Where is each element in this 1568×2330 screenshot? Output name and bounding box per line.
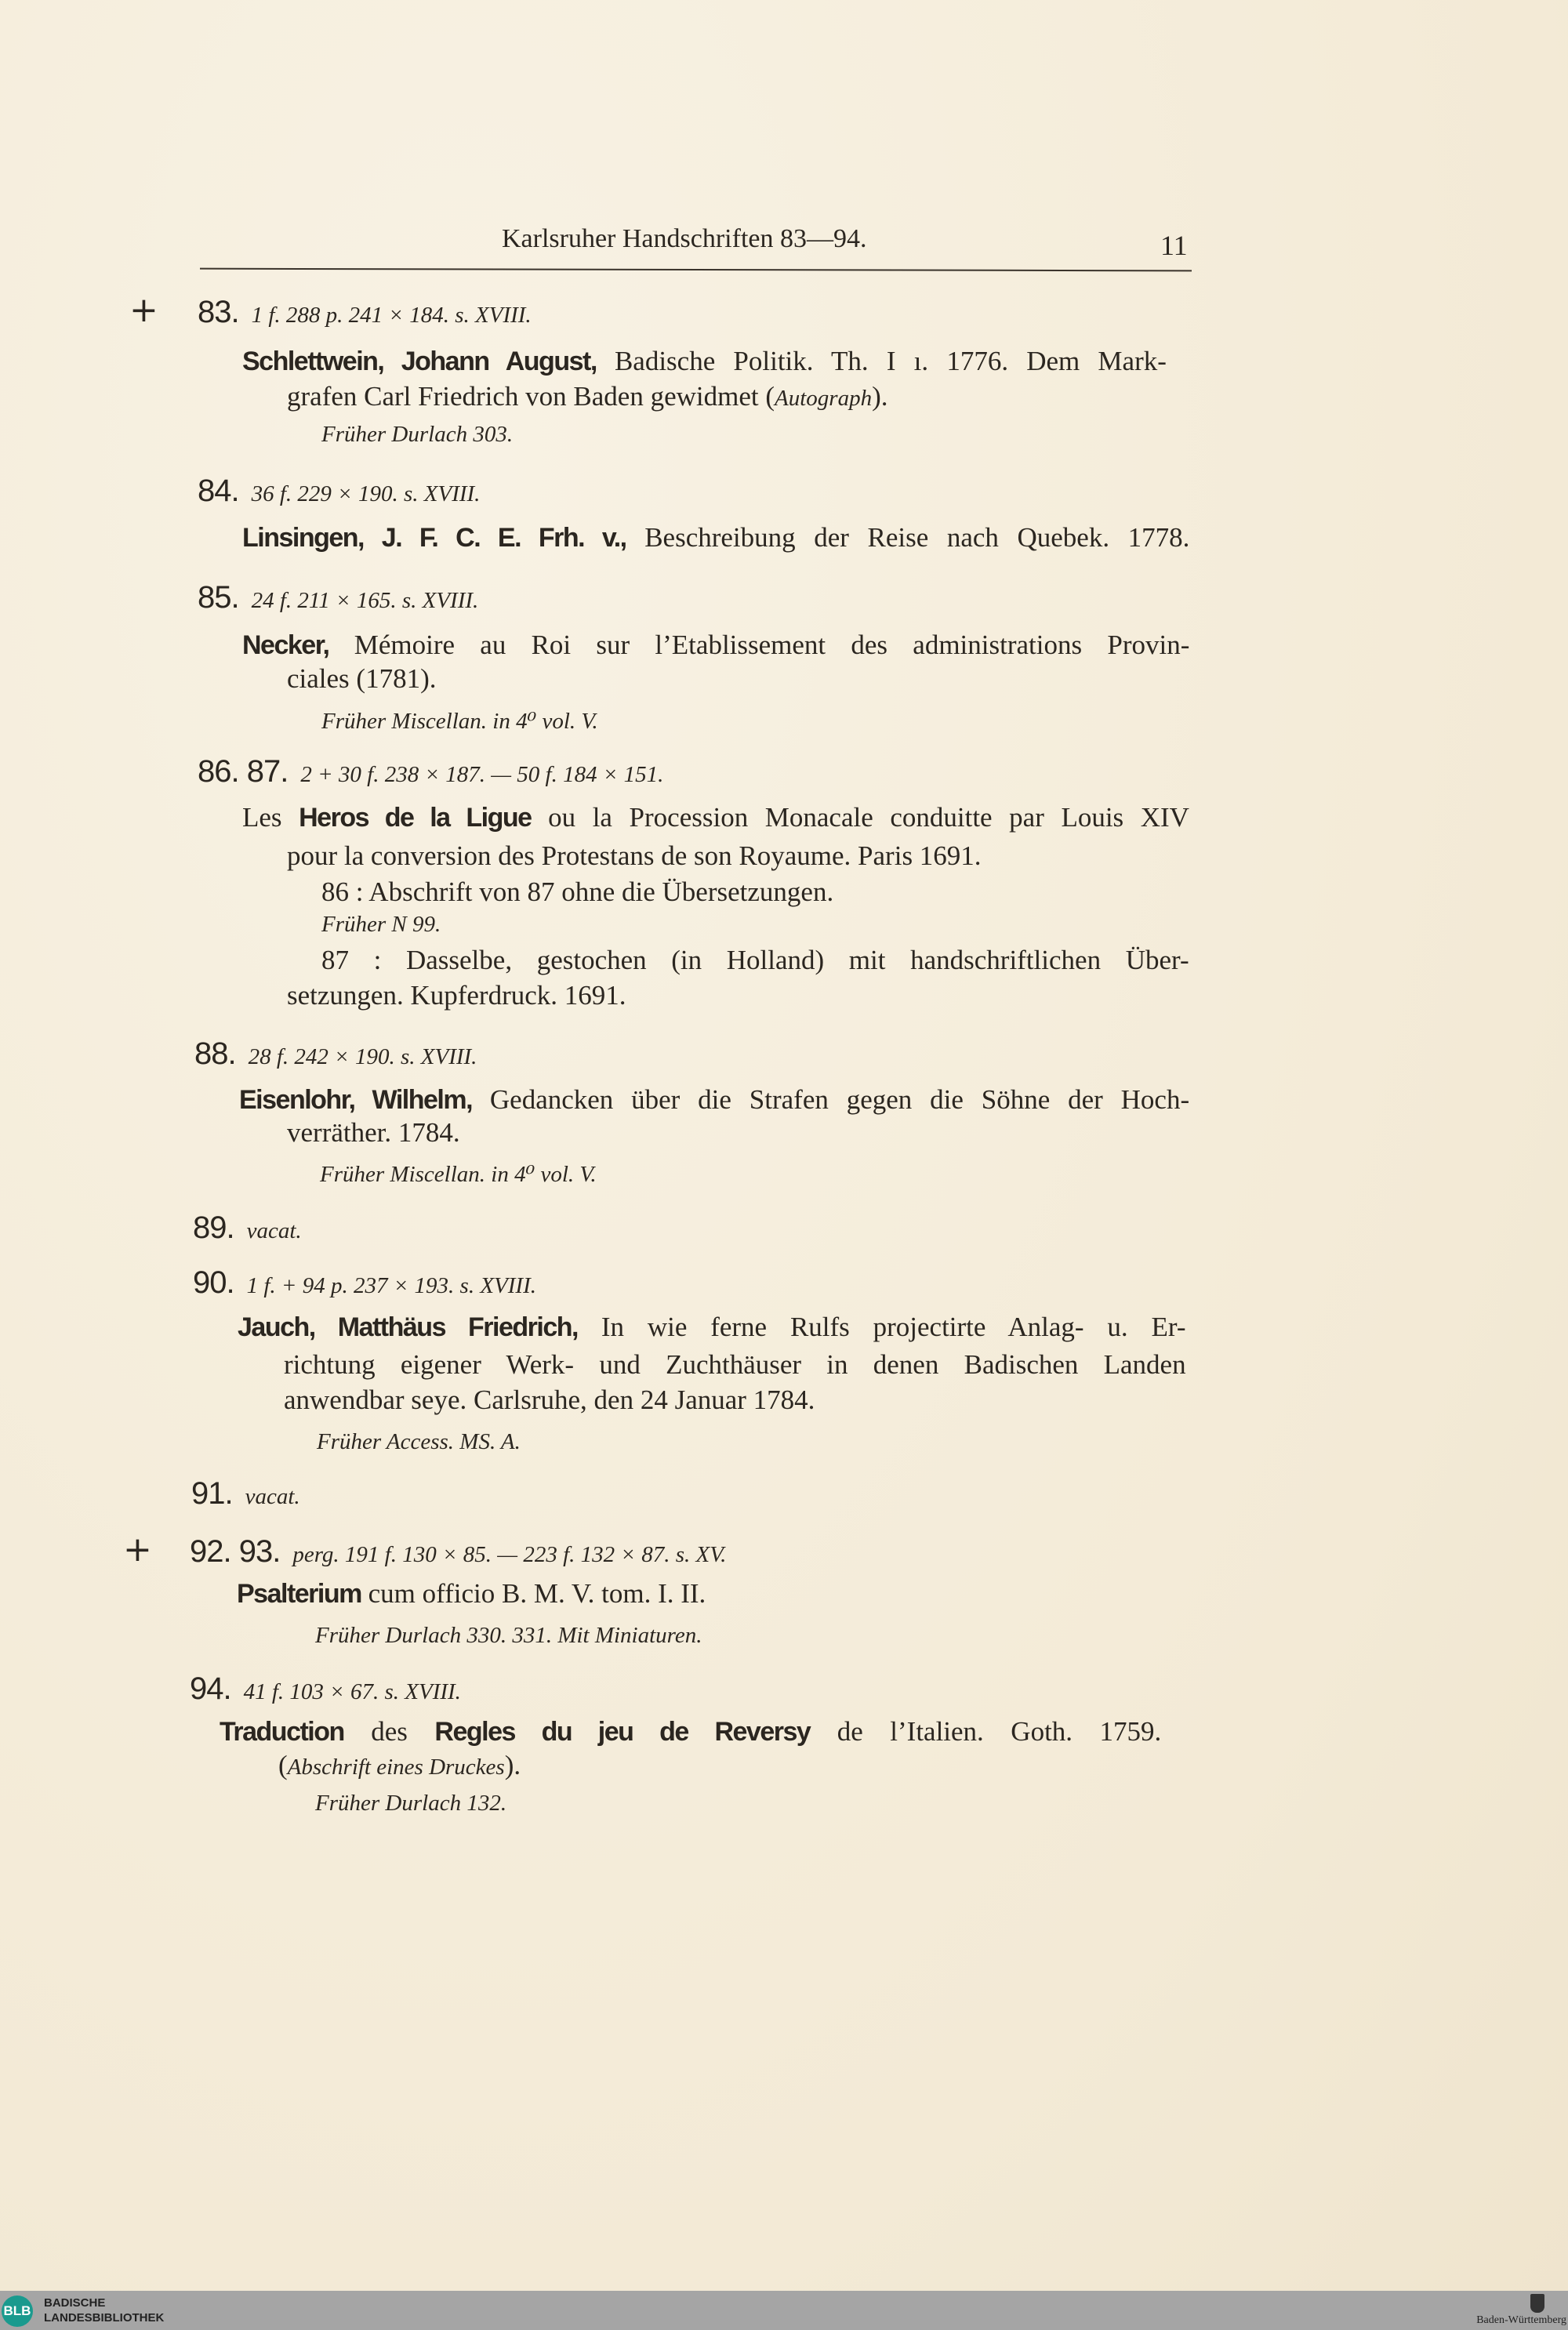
entry-title: Eisenlohr, Wilhelm, (239, 1085, 473, 1115)
library-name-line-1: BADISCHE (44, 2296, 106, 2310)
text-line (191, 1475, 300, 1512)
text-line (193, 1209, 302, 1247)
entry-text: ). (872, 381, 888, 412)
entry-note: vacat. (246, 1218, 302, 1243)
entry-note: Früher Durlach 303. (321, 422, 514, 447)
entry-text: Mémoire au Roi sur l’Etablissement des administrations Provin- (328, 630, 1190, 660)
library-name-line-2: LANDESBIBLIOTHEK (44, 2311, 165, 2325)
entry-text: pour la conversion des Protestans de son Royaume. Paris 1691. (287, 840, 982, 871)
entry-number: 84. (198, 474, 239, 508)
text-line (190, 1670, 461, 1708)
entry-text: Gedancken über die Strafen gegen die Söhne der Hoch- (472, 1084, 1190, 1115)
entry-note: Früher N 99. (321, 912, 441, 937)
entry-text: grafen Carl Friedrich von Baden gewidmet ( (287, 381, 775, 412)
text-line (190, 1533, 726, 1570)
plus-mark: + (123, 1530, 152, 1570)
entry-text: richtung eigener Werk- und Zuchthäuser in denen Badischen Landen (284, 1349, 1186, 1380)
coat-of-arms-icon (1530, 2294, 1544, 2313)
entry-note: 1 f. + 94 p. 237 × 193. s. XVIII. (246, 1273, 536, 1298)
entry-note: 41 f. 103 × 67. s. XVIII. (243, 1679, 461, 1704)
entry-text: ). (504, 1750, 521, 1780)
entry-number: 94. (190, 1671, 231, 1706)
entry-title: Schlettwein, Johann August, (242, 347, 597, 376)
text-line (193, 1264, 536, 1301)
text-line (242, 519, 1189, 557)
entry-text: 86 : Abschrift von 87 ohne die Übersetzungen. (321, 876, 834, 907)
entry-note: Autograph (775, 386, 873, 411)
entry-title: Traduction (220, 1717, 344, 1747)
text-line (320, 1154, 597, 1192)
entry-title: Necker, (242, 630, 329, 660)
entry-text: ( (278, 1750, 288, 1780)
entry-number: 83. (198, 295, 239, 329)
header-rule (200, 268, 1192, 272)
entry-note: 1 f. 288 p. 241 × 184. s. XVIII. (251, 303, 532, 328)
entry-note: 2 + 30 f. 238 × 187. — 50 f. 184 × 151. (300, 762, 664, 787)
entry-text: 87 : Dasselbe, gestochen (in Holland) mit handschriftlichen Über- (321, 945, 1189, 975)
text-line (287, 837, 982, 875)
text-line (321, 904, 441, 942)
entry-number: 85. (198, 580, 239, 615)
entry-note: Früher Miscellan. in 4⁰ vol. V. (321, 709, 598, 734)
text-line (287, 660, 436, 698)
entry-note: Früher Miscellan. in 4⁰ vol. V. (320, 1162, 597, 1187)
entry-number: 89. (193, 1210, 234, 1245)
blb-logo[interactable]: BLB (2, 2296, 33, 2327)
entry-note: vacat. (245, 1484, 300, 1509)
text-line (287, 977, 626, 1014)
text-line (198, 293, 532, 331)
text-line (238, 1308, 1186, 1346)
running-header-title: Karlsruher Handschriften 83—94. (502, 224, 867, 253)
entry-number: 88. (194, 1036, 236, 1071)
library-name (44, 2296, 164, 2325)
entry-title: Jauch, Matthäus Friedrich, (238, 1312, 578, 1342)
text-line (317, 1421, 521, 1459)
state-label: Baden-Württemberg (1476, 2314, 1566, 2326)
entry-text: des (343, 1716, 435, 1747)
text-line (321, 942, 1189, 979)
text-line (284, 1381, 815, 1419)
text-line (198, 753, 663, 790)
text-line (194, 1035, 477, 1072)
entry-number: 90. (193, 1265, 234, 1300)
entry-note: Abschrift eines Druckes (287, 1755, 505, 1780)
plus-mark: + (129, 290, 158, 330)
entry-text: cum officio B. M. V. tom. I. II. (361, 1578, 706, 1609)
entry-note: perg. 191 f. 130 × 85. — 223 f. 132 × 87. s. XV. (292, 1542, 727, 1567)
entry-note: Früher Access. MS. A. (317, 1429, 521, 1454)
entry-note: 28 f. 242 × 190. s. XVIII. (248, 1044, 477, 1069)
text-line (321, 701, 598, 739)
entry-text: verräther. 1784. (287, 1117, 460, 1148)
text-line (239, 1081, 1189, 1119)
entry-text: Badische Politik. Th. I ı. 1776. Dem Mark- (596, 346, 1167, 376)
entry-title: Heros de la Ligue (299, 803, 532, 833)
entry-title: Psalterium (237, 1579, 361, 1609)
text-line (287, 1114, 460, 1152)
text-line (198, 579, 478, 616)
page-number: 11 (1160, 230, 1188, 261)
entry-text: de l’Italien. Goth. 1759. (810, 1716, 1162, 1747)
entry-note: Früher Durlach 330. 331. Mit Miniaturen. (315, 1623, 702, 1648)
text-line (315, 1783, 506, 1820)
text-line (237, 1575, 706, 1613)
text-line (287, 378, 888, 416)
entry-number: 91. (191, 1476, 233, 1511)
entry-number: 86. 87. (198, 754, 289, 789)
entry-title: Linsingen, J. F. C. E. Frh. v., (242, 523, 626, 553)
entry-text: Beschreibung der Reise nach Quebek. 1778. (626, 522, 1190, 553)
text-line (321, 414, 513, 452)
text-line (315, 1615, 702, 1653)
text-line (198, 472, 480, 510)
entry-text: Les (242, 802, 299, 833)
text-line (220, 1713, 1161, 1751)
text-line (242, 626, 1189, 664)
entry-text: ou la Procession Monacale conduitte par Louis XIV (531, 802, 1189, 833)
text-line (242, 799, 1189, 837)
text-line (242, 343, 1167, 380)
entry-title: Regles du jeu de Reversy (434, 1717, 811, 1747)
entry-text: ciales (1781). (287, 663, 437, 694)
entry-number: 92. 93. (190, 1534, 281, 1569)
entry-text: In wie ferne Rulfs projectirte Anlag- u. Er- (577, 1312, 1186, 1342)
entry-note: 36 f. 229 × 190. s. XVIII. (251, 481, 481, 506)
footer-bar (0, 2291, 1568, 2330)
text-line (278, 1747, 521, 1784)
text-line (284, 1346, 1186, 1384)
entry-text: setzungen. Kupferdruck. 1691. (287, 980, 626, 1011)
entry-note: 24 f. 211 × 165. s. XVIII. (251, 588, 479, 613)
entry-note: Früher Durlach 132. (315, 1791, 507, 1816)
entry-text: anwendbar seye. Carlsruhe, den 24 Januar 1784. (284, 1385, 815, 1415)
